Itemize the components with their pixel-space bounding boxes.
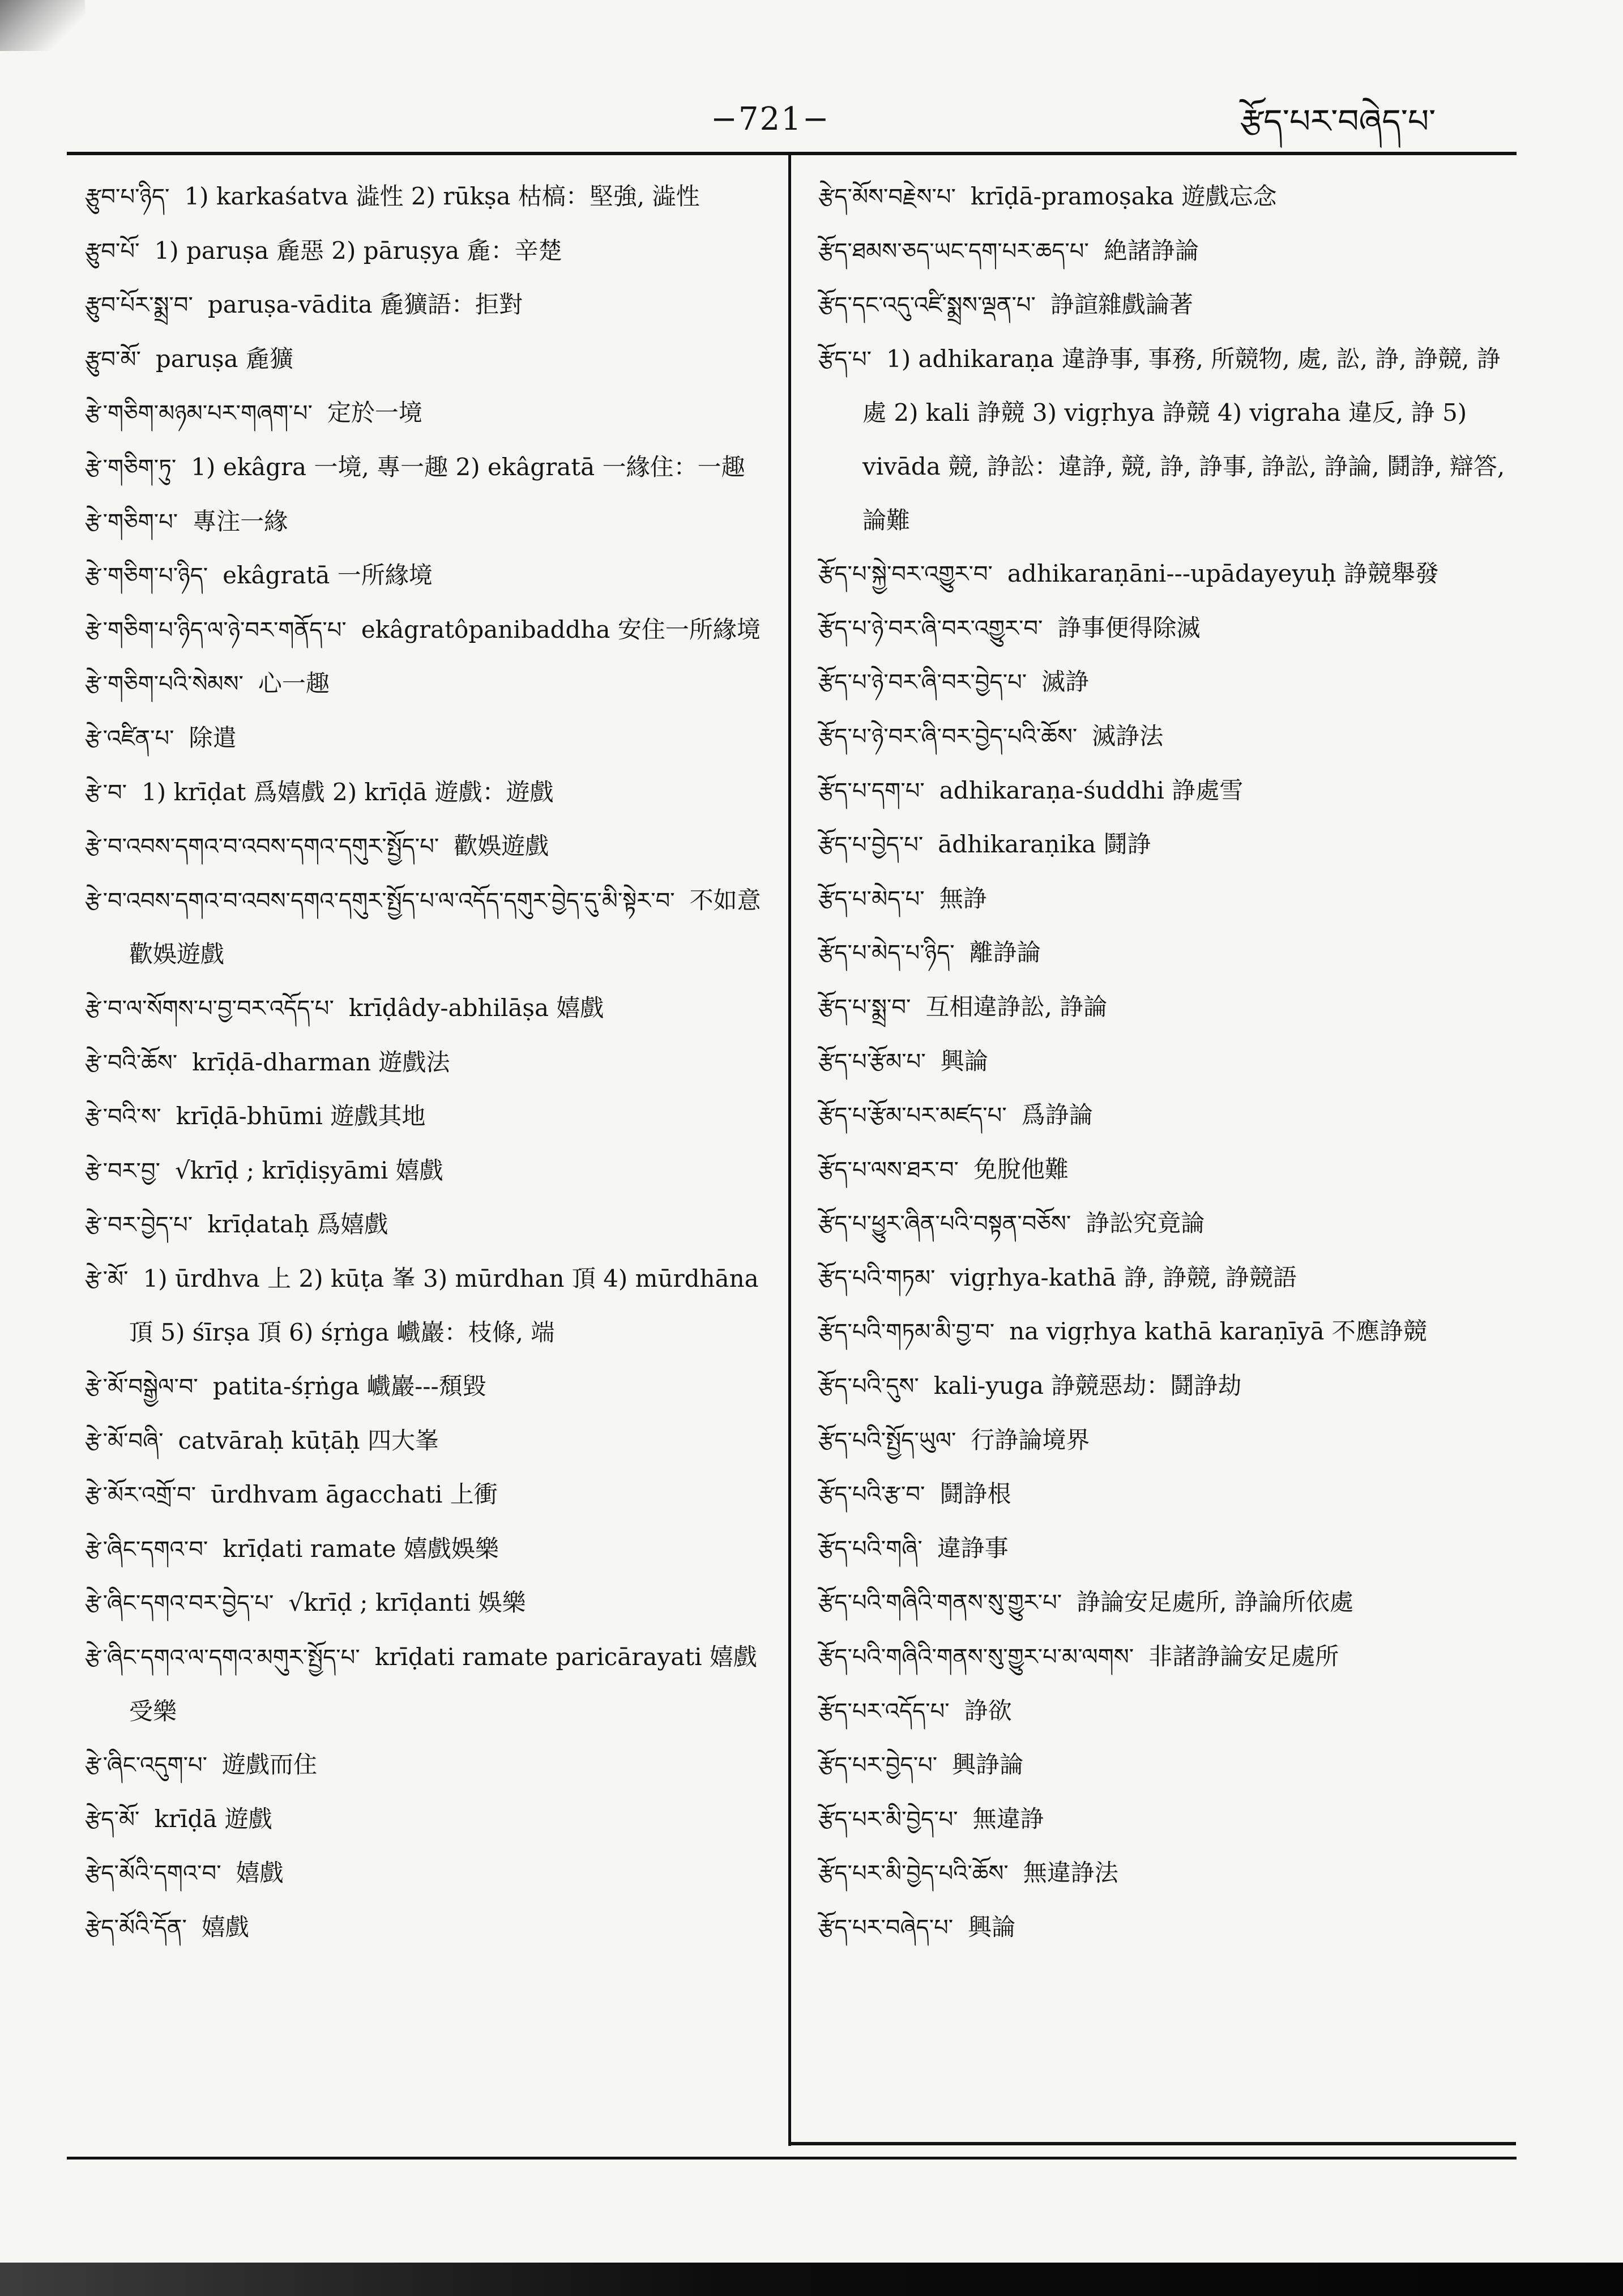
entry-headword: རྩུབ་པོ་: [85, 238, 140, 264]
entry-gloss: krīḍati ramate 嬉戲娛樂: [223, 1534, 499, 1563]
dictionary-entry: [818, 1576, 1509, 1630]
dictionary-entry: [85, 549, 773, 603]
entry-gloss: 違諍事: [937, 1534, 1009, 1562]
dictionary-entry: [818, 818, 1509, 872]
dictionary-entry: [818, 1035, 1509, 1089]
dictionary-entry: [85, 1252, 773, 1360]
entry-gloss: 嬉戲: [236, 1859, 284, 1887]
dictionary-entry: [85, 1198, 773, 1252]
dictionary-entry: [85, 711, 773, 766]
entry-headword: རྩེ་མོ་བསྒྱེལ་བ་: [85, 1374, 198, 1401]
entry-gloss: 興論: [940, 1047, 988, 1075]
entry-gloss: 嬉戲: [201, 1913, 249, 1941]
dictionary-entry: [85, 766, 773, 820]
entry-gloss: 絶諸諍論: [1103, 236, 1199, 264]
dictionary-entry: [85, 224, 773, 279]
entry-headword: རྩོད་པར་མི་བྱེད་པ་: [818, 1806, 958, 1833]
entry-gloss: 諍訟究竟論: [1086, 1209, 1205, 1237]
entry-gloss: paruṣa 麁獷: [155, 344, 293, 373]
entry-headword: རྩེ་གཅིག་ཏུ་: [85, 454, 177, 481]
dictionary-entry: [818, 710, 1509, 764]
entry-headword: རྩོད་པར་བཞེད་པ་: [818, 1915, 954, 1941]
entry-headword: རྩེ་བར་བྱ་: [85, 1158, 160, 1184]
entry-headword: རྩོད་པའི་གཞི་: [818, 1535, 922, 1562]
entry-gloss: 爲諍論: [1021, 1101, 1093, 1129]
dictionary-entry: [818, 1901, 1509, 1955]
entry-headword: རྩོད་པ་རྩོམ་པ་: [818, 1048, 926, 1075]
entry-gloss: 滅諍: [1041, 668, 1090, 696]
entry-headword: རྩོད་པ་སྐྱེ་བར་འགྱུར་བ་: [818, 561, 993, 588]
right-column: [818, 170, 1509, 1955]
dictionary-entry: [818, 1251, 1509, 1305]
dictionary-entry: [818, 1793, 1509, 1847]
dictionary-entry: [818, 1467, 1509, 1522]
page-number: −721−: [711, 101, 830, 138]
entry-headword: རྩེ་བ་: [85, 779, 127, 806]
dictionary-entry: [85, 1360, 773, 1414]
dictionary-entry: [818, 1359, 1509, 1414]
dictionary-entry: [85, 495, 773, 549]
entry-gloss: 諍事便得除滅: [1057, 613, 1201, 642]
top-rule: [67, 152, 1517, 155]
entry-gloss: 諍諠雜戲論著: [1050, 291, 1193, 319]
dictionary-entry: [85, 874, 773, 981]
entry-gloss: 歡娛遊戲: [454, 832, 549, 860]
dictionary-entry: [818, 1738, 1509, 1793]
scan-bottom-shadow: [0, 2263, 1623, 2296]
entry-headword: རྩོད་པ་མེད་པ་ཉིད་: [818, 940, 955, 967]
dictionary-entry: [818, 278, 1509, 332]
entry-gloss: 1) ūrdhva 上 2) kūṭa 峯 3) mūrdhan 頂 4) mūrdhāna 頂 5) śīrṣa 頂 6) śṛṅga 巇巖：枝條, 端: [129, 1264, 759, 1347]
entry-gloss: vigṛhya-kathā 諍, 諍競, 諍競語: [950, 1263, 1297, 1291]
entry-gloss: 離諍論: [969, 938, 1041, 967]
entry-headword: རྩོད་པ་ཉེ་བར་ཞི་བར་འགྱུར་བ་: [818, 615, 1043, 642]
entry-headword: རྩོད་པ་དག་པ་: [818, 778, 925, 804]
entry-headword: རྩེ་གཅིག་པའི་སེམས་: [85, 671, 244, 698]
dictionary-entry: [818, 1414, 1509, 1468]
entry-gloss: na vigṛhya kathā karaṇīyā 不應諍競: [1009, 1317, 1427, 1346]
entry-headword: རྩོད་པའི་གཏམ་མི་བྱ་བ་: [818, 1319, 995, 1346]
dictionary-entry: [85, 657, 773, 711]
entry-headword: རྩེ་ཞིང་དགའ་བ་: [85, 1536, 208, 1563]
entry-headword: རྩོད་པ་ལས་ཐར་བ་: [818, 1156, 959, 1183]
dictionary-entry: [85, 1144, 773, 1198]
entry-gloss: 心一趣: [258, 669, 330, 698]
dictionary-entry: [85, 1738, 773, 1793]
entry-headword: རྩོད་པའི་གཞིའི་གནས་སུ་གྱུར་པ་མ་ལགས་: [818, 1644, 1134, 1671]
dictionary-entry: [818, 224, 1509, 279]
entry-gloss: krīḍā-bhūmi 遊戲其地: [176, 1102, 426, 1130]
dictionary-entry: [818, 764, 1509, 818]
entry-gloss: krīḍataḥ 爲嬉戲: [207, 1210, 388, 1239]
entry-headword: རྩོད་པ་རྩོམ་པར་མཛད་པ་: [818, 1103, 1007, 1129]
entry-headword: རྩུབ་པོར་སྨྲ་བ་: [85, 292, 193, 319]
entry-gloss: krīḍā-dharman 遊戲法: [192, 1048, 450, 1076]
dictionary-entry: [85, 1522, 773, 1577]
entry-headword: རྩོད་པར་བྱེད་པ་: [818, 1752, 938, 1779]
entry-gloss: patita-śṛṅga 巇巖---頹毀: [212, 1372, 486, 1401]
entry-headword: རྩོད་པ་ཉེ་བར་ཞི་བར་བྱེད་པའི་ཆོས་: [818, 723, 1078, 750]
dictionary-entry: [85, 820, 773, 874]
dictionary-entry: [818, 1305, 1509, 1359]
entry-gloss: kali-yuga 諍競惡劫：鬪諍劫: [933, 1372, 1242, 1400]
dictionary-entry: [818, 926, 1509, 980]
entry-headword: རྩེ་ཞིང་དགའ་བར་བྱེད་པ་: [85, 1590, 274, 1617]
entry-headword: རྩེ་གཅིག་མཉམ་པར་གཞག་པ་: [85, 400, 313, 427]
dictionary-entry: [85, 1631, 773, 1738]
dictionary-entry: [85, 441, 773, 495]
entry-headword: རྩེ་གཅིག་པ་ཉིད་: [85, 563, 208, 590]
entry-gloss: 1) karkaśatva 澁性 2) rūkṣa 枯槁：堅強, 澁性: [184, 182, 700, 210]
dictionary-entry: [818, 1846, 1509, 1901]
dictionary-entry: [85, 603, 773, 658]
dictionary-entry: [85, 1090, 773, 1144]
dictionary-entry: [818, 170, 1509, 224]
dictionary-entry: [85, 1846, 773, 1901]
dictionary-entry: [818, 1089, 1509, 1143]
dictionary-entry: [818, 332, 1509, 547]
dictionary-entry: [818, 980, 1509, 1035]
entry-gloss: adhikaraṇa-śuddhi 諍處雪: [939, 776, 1244, 804]
entry-gloss: 免脫他難: [973, 1155, 1069, 1183]
entry-gloss: 1) ekâgra 一境, 專一趣 2) ekâgratā 一緣住：一趣: [191, 453, 745, 481]
entry-gloss: 遊戲而住: [222, 1751, 318, 1779]
entry-gloss: krīḍā-pramoṣaka 遊戲忘念: [970, 182, 1277, 210]
entry-gloss: 定於一境: [327, 399, 422, 427]
entry-gloss: 行諍論境界: [971, 1426, 1090, 1454]
entry-gloss: ekâgratôpanibaddha 安住一所緣境: [361, 615, 761, 643]
entry-headword: རྩེ་བའི་ཆོས་: [85, 1049, 178, 1076]
entry-gloss: 1) paruṣa 麁惡 2) pāruṣya 麁：辛楚: [154, 236, 562, 264]
dictionary-entry: [818, 1143, 1509, 1197]
entry-gloss: 專注一緣: [193, 507, 288, 535]
dictionary-entry: [85, 1468, 773, 1522]
entry-gloss: 非諸諍論安足處所: [1148, 1642, 1339, 1671]
dictionary-entry: [818, 1522, 1509, 1576]
left-column: [85, 170, 773, 1955]
entry-gloss: 無違諍: [972, 1804, 1044, 1833]
dictionary-entry: [85, 1414, 773, 1469]
dictionary-entry: [818, 655, 1509, 710]
entry-gloss: adhikaraṇāni---upādayeyuḥ 諍競舉發: [1007, 560, 1439, 588]
entry-gloss: ūrdhvam āgacchati 上衝: [211, 1480, 498, 1509]
entry-headword: རྩེད་མོ་: [85, 1806, 140, 1833]
entry-headword: རྩེ་འཛིན་པ་: [85, 725, 174, 752]
scan-corner-smudge: [0, 0, 85, 51]
entry-headword: རྩེ་བའི་ས་: [85, 1104, 161, 1130]
entry-gloss: √krīḍ ; krīḍiṣyāmi 嬉戲: [175, 1156, 443, 1184]
dictionary-entry: [85, 1576, 773, 1631]
entry-headword: རྩོད་པ་སྨྲ་བ་: [818, 994, 911, 1021]
entry-gloss: 興論: [968, 1913, 1016, 1941]
entry-gloss: catvāraḥ kūṭāḥ 四大峯: [178, 1426, 439, 1454]
entry-headword: རྩོད་པའི་རྩ་བ་: [818, 1482, 925, 1508]
dictionary-entry: [818, 872, 1509, 927]
entry-gloss: krīḍâdy-abhilāṣa 嬉戲: [348, 993, 604, 1022]
entry-headword: རྩོད་པ་ཕྱུར་ཞིན་པའི་བསྟན་བཅོས་: [818, 1211, 1071, 1237]
entry-headword: རྩོད་པ་བྱེད་པ་: [818, 832, 924, 859]
entry-gloss: √krīḍ ; krīḍanti 娛樂: [288, 1589, 526, 1617]
dictionary-entry: [85, 1036, 773, 1090]
entry-headword: རྩུབ་མོ་: [85, 346, 141, 373]
dictionary-entry: [85, 332, 773, 387]
entry-gloss: 除遣: [189, 723, 237, 752]
entry-headword: རྩེད་མོའི་དོན་: [85, 1915, 187, 1941]
dictionary-entry: [85, 981, 773, 1036]
entry-headword: རྩེ་བ་འབས་དགའ་བ་འབས་དགའ་དགུར་སྤྱོད་པ་: [85, 834, 439, 860]
entry-headword: རྩེད་མོའི་དགའ་བ་: [85, 1860, 221, 1887]
entry-headword: རྩོད་པའི་གཞིའི་གནས་སུ་གྱུར་པ་: [818, 1590, 1062, 1616]
dictionary-entry: [818, 601, 1509, 656]
entry-gloss: krīḍati ramate paricārayati 嬉戲受樂: [129, 1643, 757, 1725]
entry-headword: རྩོད་ཐམས་ཅད་ཡང་དག་པར་ཆད་པ་: [818, 238, 1089, 264]
entry-headword: རྩོད་པ་: [818, 346, 872, 373]
entry-gloss: 興諍論: [952, 1751, 1024, 1779]
entry-headword: རྩོད་པར་མི་བྱེད་པའི་ཆོས་: [818, 1860, 1009, 1887]
entry-headword: རྩེ་ཞིང་དགའ་ལ་དགའ་མགུར་སྤྱོད་པ་: [85, 1645, 360, 1671]
entry-gloss: 1) krīḍat 爲嬉戲 2) krīḍā 遊戲：遊戲: [142, 778, 554, 806]
column-divider: [788, 155, 791, 2146]
dictionary-entry: [85, 1901, 773, 1955]
entry-headword: རྩེ་བ་འབས་དགའ་བ་འབས་དགའ་དགུར་སྤྱོད་པ་ལ་འདོད་དགུར་བྱེད་དུ་མི་སྟེར་བ་: [85, 887, 675, 914]
entry-gloss: paruṣa-vādita 麁獷語：拒對: [207, 291, 523, 319]
entry-headword: རྩེད་མོས་བརྗེས་པ་: [818, 184, 956, 210]
entry-headword: རྩོད་དང་འདུ་འཛི་སྨྲས་ལྡན་པ་: [818, 292, 1036, 319]
entry-headword: རྩེ་གཅིག་པ་: [85, 509, 178, 535]
dictionary-entry: [85, 386, 773, 441]
entry-gloss: krīḍā 遊戲: [154, 1804, 272, 1833]
entry-headword: རྩེ་མོར་འགྲོ་བ་: [85, 1482, 196, 1509]
dictionary-entry: [85, 170, 773, 224]
entry-gloss: 不如意歡娛遊戲: [129, 886, 761, 968]
dictionary-entry: [85, 278, 773, 332]
entry-headword: རྩེ་ཞིང་འདུག་པ་: [85, 1752, 208, 1779]
entry-gloss: 諍欲: [964, 1696, 1012, 1725]
entry-gloss: 無違諍法: [1023, 1859, 1118, 1887]
running-head: རྩོད་པར་བཞེད་པ་: [1240, 102, 1436, 140]
bottom-rule: [67, 2157, 1517, 2160]
entry-headword: རྩོད་པའི་དུས་: [818, 1373, 919, 1400]
entry-headword: རྩོད་པའི་སྤྱོད་ཡུལ་: [818, 1427, 956, 1454]
dictionary-entry: [85, 1793, 773, 1847]
entry-gloss: 1) adhikaraṇa 違諍事, 事務, 所競物, 處, 訟, 諍, 諍競, 諍處 2) kali 諍競 3) vigṛhya 諍競 4) vigraha 違反, 諍 5) vivāda 競, 諍訟：違諍, 競, 諍, 諍事, 諍訟, 諍論, 鬪諍, 辯答, 論難: [862, 344, 1505, 534]
dictionary-entry: [818, 547, 1509, 601]
entry-gloss: 諍論安足處所, 諍論所依處: [1077, 1588, 1353, 1616]
entry-headword: རྩེ་མོ་བཞི་: [85, 1428, 164, 1454]
entry-gloss: 無諍: [939, 884, 987, 912]
entry-headword: རྩེ་མོ་: [85, 1266, 129, 1292]
entry-headword: རྩོད་པར་འདོད་པ་: [818, 1698, 950, 1725]
entry-headword: རྩེ་བར་བྱེད་པ་: [85, 1212, 193, 1239]
entry-gloss: 鬪諍根: [939, 1480, 1011, 1508]
entry-headword: རྩེ་བ་ལ་སོགས་པ་བྱ་བར་འདོད་པ་: [85, 995, 334, 1022]
right-column-bottom-rule: [788, 2142, 1516, 2145]
entry-gloss: 滅諍法: [1092, 722, 1164, 750]
entry-headword: རྩོད་པ་མེད་པ་: [818, 886, 925, 912]
dictionary-entry: [818, 1630, 1509, 1684]
entry-gloss: ekâgratā 一所緣境: [223, 561, 433, 590]
dictionary-entry: [818, 1197, 1509, 1251]
entry-headword: རྩེ་གཅིག་པ་ཉིད་ལ་ཉེ་བར་གནོད་པ་: [85, 617, 347, 643]
entry-gloss: ādhikaraṇika 鬪諍: [938, 830, 1151, 859]
entry-headword: རྩོད་པའི་གཏམ་: [818, 1265, 936, 1291]
entry-headword: རྩོད་པ་ཉེ་བར་ཞི་བར་བྱེད་པ་: [818, 669, 1027, 696]
entry-gloss: 互相違諍訟, 諍論: [925, 992, 1108, 1021]
entry-headword: རྩུབ་པ་ཉིད་: [85, 184, 170, 210]
dictionary-entry: [818, 1684, 1509, 1739]
